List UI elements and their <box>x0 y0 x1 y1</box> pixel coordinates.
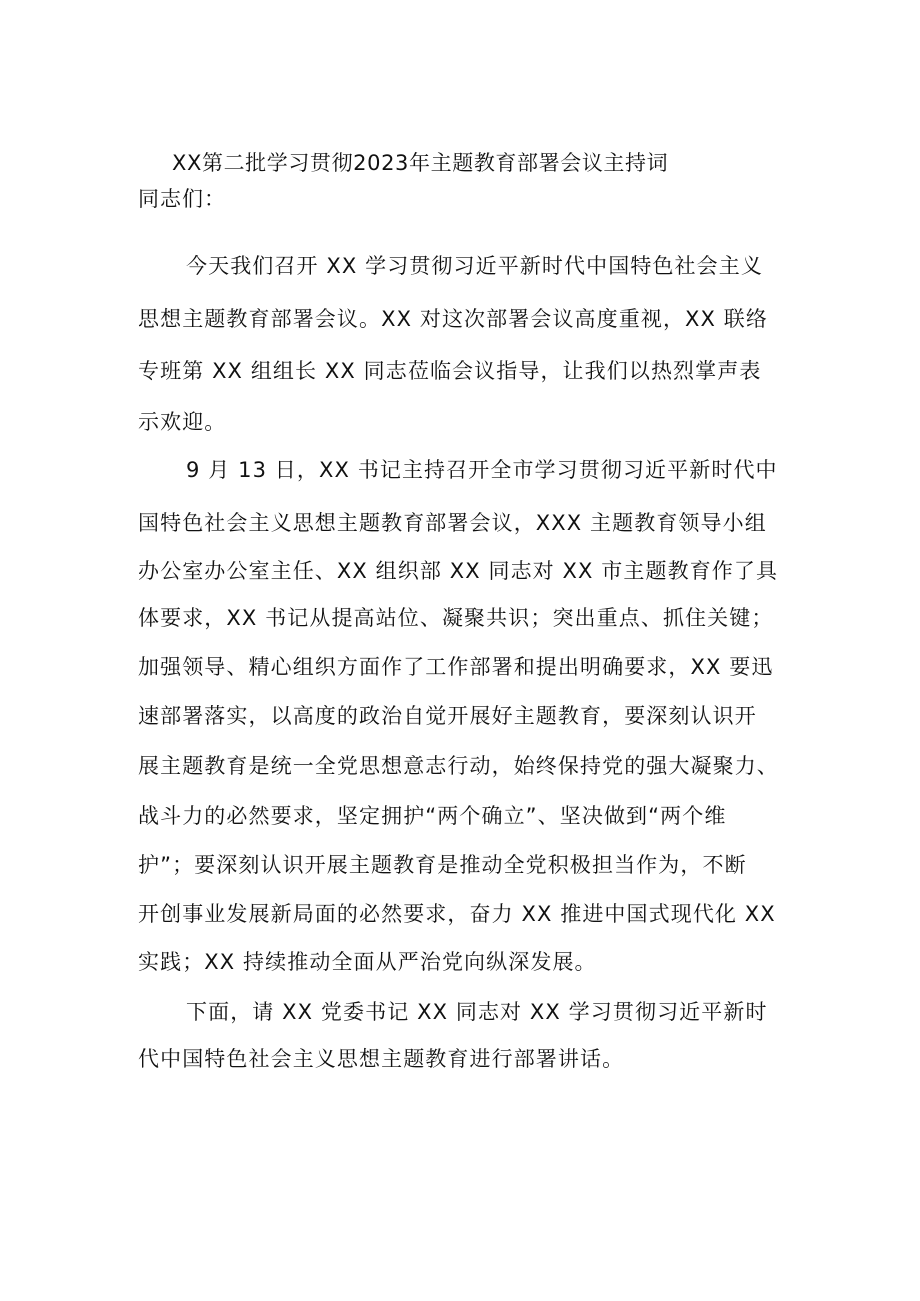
paragraph-2-line-5: 加强领导、精心组织方面作了工作部署和提出明确要求，XX 要迅 <box>138 655 774 679</box>
paragraph-2-line-10: 开创事业发展新局面的必然要求，奋力 XX 推进中国式现代化 XX <box>138 902 776 926</box>
paragraph-2-line-6: 速部署落实，以高度的政治自觉开展好主题教育，要深刻认识开 <box>138 704 757 728</box>
paragraph-1-line-2: 思想主题教育部署会议。XX 对这次部署会议高度重视，XX 联络 <box>138 307 768 331</box>
paragraph-1-line-4: 示欢迎。 <box>138 410 227 434</box>
paragraph-2-line-4: 体要求，XX 书记从提高站位、凝聚共识；突出重点、抓住关键； <box>138 606 774 630</box>
paragraph-3-line-2: 代中国特色社会主义思想主题教育进行部署讲话。 <box>138 1047 625 1071</box>
paragraph-2-line-11: 实践；XX 持续推动全面从严治党向纵深发展。 <box>138 950 597 974</box>
paragraph-1-line-1: 今天我们召开 XX 学习贯彻习近平新时代中国特色社会主义 <box>186 254 763 278</box>
paragraph-2-line-2: 国特色社会主义思想主题教育部署会议，XXX 主题教育领导小组 <box>138 511 767 535</box>
salutation: 同志们： <box>138 187 226 211</box>
paragraph-2-line-8: 战斗力的必然要求，坚定拥护“两个确立”、坚决做到“两个维 <box>138 804 727 828</box>
paragraph-2-line-1: 9 月 13 日，XX 书记主持召开全市学习贯彻习近平新时代中 <box>186 458 778 482</box>
paragraph-2-line-7: 展主题教育是统一全党思想意志行动，始终保持党的强大凝聚力、 <box>138 754 779 778</box>
paragraph-3-line-1: 下面，请 XX 党委书记 XX 同志对 XX 学习贯彻习近平新时 <box>186 1000 768 1024</box>
paragraph-1-line-3: 专班第 XX 组组长 XX 同志莅临会议指导，让我们以热烈掌声表 <box>138 359 762 383</box>
paragraph-2-line-9: 护”；要深刻认识开展主题教育是推动全党积极担当作为，不断 <box>138 853 747 877</box>
document-title: XX第二批学习贯彻2023年主题教育部署会议主持词 <box>172 151 669 175</box>
paragraph-2-line-3: 办公室办公室主任、XX 组织部 XX 同志对 XX 市主题教育作了具 <box>138 559 779 583</box>
